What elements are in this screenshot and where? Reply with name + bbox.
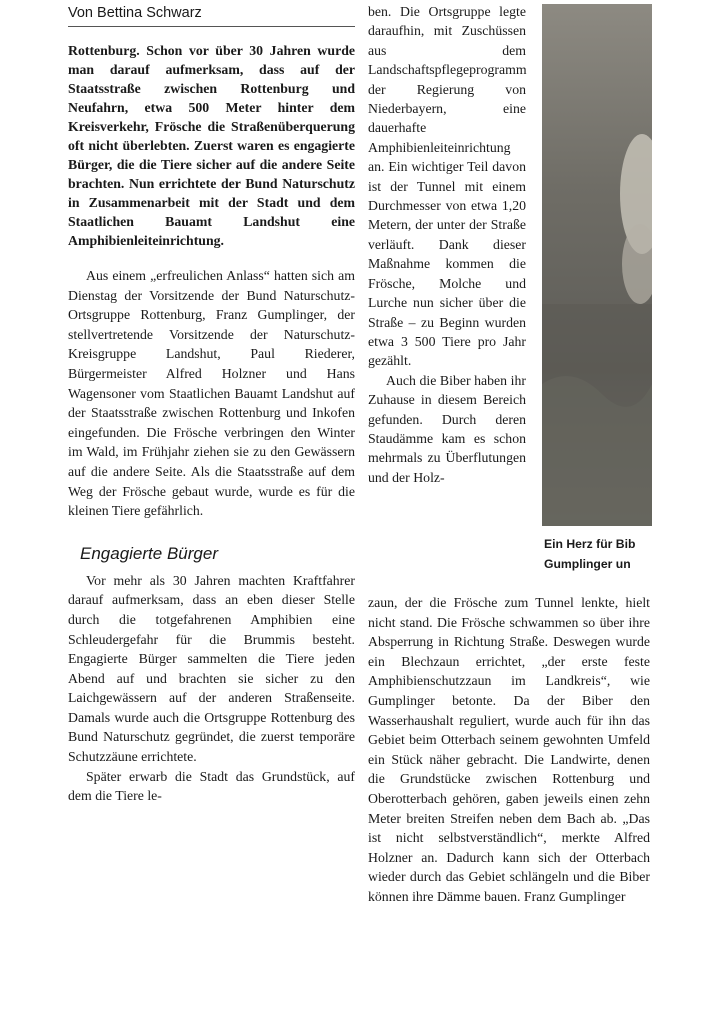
article-column-2 xyxy=(368,0,526,487)
body-paragraph-3: Später erwarb die Stadt das Grundstück, auf dem die Tiere le- xyxy=(68,768,355,804)
lead-paragraph: Rottenburg. Schon vor über 30 Jahren wurde man darauf aufmerksam, dass auf der Staatsstraße zwischen Rottenburg und Neufahrn, etwa 500 Meter hinter dem Kreisverkehr, Frösche die Straßenüberquerung oft nicht überlebten. Zuerst waren es engagierte Bürger, die die Tiere sicher auf die andere Seite brachten. Nun errichtete der Bund Naturschutz in Zusammenarbeit mit der Stadt und dem Staatlichen Bauamt Landshut eine Amphibienleiteinrichtung. xyxy=(68,43,355,248)
body-paragraph-4-rest: zaun, der die Frösche zum Tunnel lenkte, hielt nicht stand. Die Frösche schwammen so über ihre Absperrung in Richtung Straße. Deswegen wurde ein Blechzaun errichtet, „der erste feste Amphibienschutzzaun im Landkreis“, wie Gumplinger betonte. Da der Biber den Wasserhaushalt reguliert, wurde auch für ihn das Gebiet beim Otterbach seinem gewohnten Umfeld ein Stück näher gebracht. Die Landwirte, denen die Grundstücke zwischen Rottenburg und Oberotterbach gehören, gaben jeweils einen zehn Meter breiten Streifen neben dem Bach ab. „Das ist nicht selbstverständlich“, merkte Alfred Holzner an. Dadurch kann sich der Otterbach wieder durch das Gebiet schlängeln und die Biber können ihre Dämme bauen. Franz Gumplinger xyxy=(368,595,650,904)
article-column-1 xyxy=(68,0,355,806)
body-paragraph-1: Aus einem „erfreulichen Anlass“ hatten sich am Dienstag der Vorsitzende der Bund Naturschutz-Ortsgruppe Rottenburg, Franz Gumplinger, der stellvertretende Vorsitzende der Naturschutz-Kreisgruppe Landshut, Paul Riederer, Bürgermeister Alfred Holzner und Hans Wagensoner vom Staatlichen Bauamt Landshut auf der Staatsstraße zwischen Rottenburg und Inkofen eingefunden. Die Frösche verbringen den Winter im Wald, im Frühjahr ziehen sie zu den Gewässern auf die andere Seite. Als die Staatsstraße auf dem Weg der Frösche gebaut wurde, wurde es für die kleinen Tiere gefährlich. xyxy=(68,268,355,519)
article-column-2-lower xyxy=(368,593,650,907)
byline: Von Bettina Schwarz xyxy=(68,4,355,27)
article-photo xyxy=(542,4,652,526)
caption-line-1: Ein Herz für Bib xyxy=(544,537,636,551)
photo-caption xyxy=(544,534,656,574)
caption-line-2: Gumplinger un xyxy=(544,557,631,571)
subheading: Engagierte Bürger xyxy=(80,543,218,563)
body-paragraph-3-continued: ben. Die Ortsgruppe legte daraufhin, mit Zuschüssen aus dem Landschaftspflegeprogramm der Regierung von Niederbayern, eine dauerhafte Amphibienleiteinrichtung an. Ein wichtiger Teil davon ist der Tunnel mit einem Durchmesser von etwa 1,20 Metern, der unter der Straße verläuft. Dank dieser Maßnahme kommen die Frösche, Molche und Lurche nun sicher über die Straße – zu Beginn wurden etwa 3 500 Tiere pro Jahr gezählt. xyxy=(368,4,527,369)
body-paragraph-4-start: Auch die Biber haben ihr Zuhause in diesem Bereich gefunden. Durch deren Staudämme kam es schon mehrmals zu Überflutungen und der Holz- xyxy=(368,372,526,485)
body-paragraph-2: Vor mehr als 30 Jahren machten Kraftfahrer darauf aufmerksam, dass an eben dieser Stelle durch die totgefahrenen Amphibien eine Schleudergefahr für die Brummis besteht. Engagierte Bürger sammelten die Tiere jeden Abend auf und brachten sie sicher zu den Laichgewässern auf der anderen Straßenseite. Damals wurde auch die Ortsgruppe Rottenburg des Bund Naturschutz gegründet, die zuerst temporäre Schutzzäune errichtete. xyxy=(68,572,355,765)
